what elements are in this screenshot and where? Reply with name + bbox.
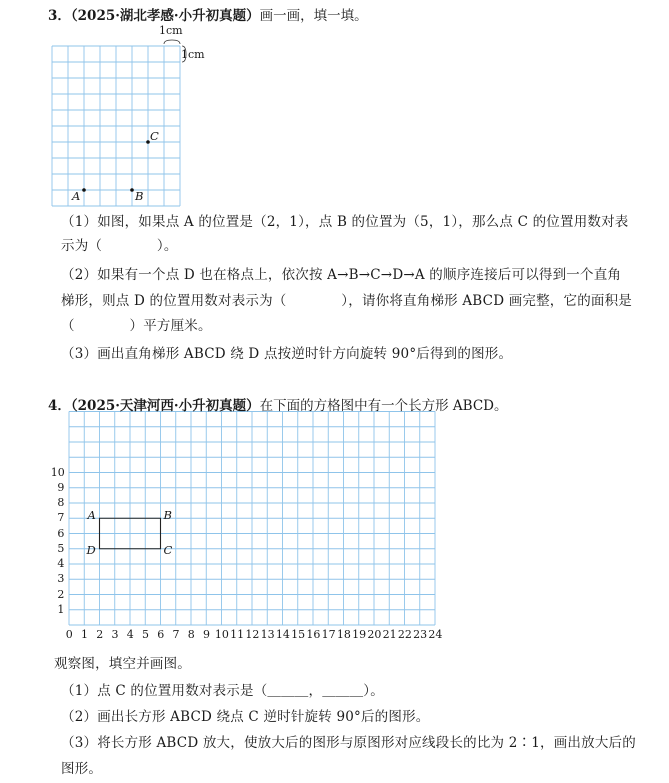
q4-source: （2025·天津河西·小升初真题） <box>70 398 260 414</box>
q4-x-tick: 19 <box>352 628 367 641</box>
q3-point-label-C: C <box>150 129 159 143</box>
q4-line-3: （2）画出长方形 ABCD 绕点 C 逆时针旋转 90°后的图形。 <box>61 709 430 725</box>
q3-line-3: （2）如果有一个点 D 也在格点上，依次按 A→B→C→D→A 的顺序连接后可以得到一个直角 <box>61 267 622 283</box>
q4-x-tick: 21 <box>382 628 397 641</box>
q4-x-tick: 10 <box>214 628 229 641</box>
q3-point-label-B: B <box>135 189 144 203</box>
q4-x-tick: 5 <box>141 628 149 641</box>
q4-y-tick: 6 <box>57 526 65 540</box>
q4-y-tick: 7 <box>57 511 65 525</box>
q3-unit-brace-top <box>164 40 180 44</box>
q4-line-4: （3）将长方形 ABCD 放大，使放大后的图形与原图形对应线段长的比为 2∶1，画出放大后的 <box>61 735 636 751</box>
q3-line-2: 示为（ ）。 <box>61 238 178 254</box>
q3-grid <box>52 40 186 206</box>
q4-y-tick: 8 <box>57 496 65 509</box>
q4-x-tick: 11 <box>230 628 245 641</box>
q4-x-tick: 18 <box>336 628 351 641</box>
q4-line-5: 图形。 <box>61 761 103 777</box>
q4-y-tick: 1 <box>57 602 65 616</box>
q4-x-tick: 2 <box>96 628 104 641</box>
q4-prompt: 在下面的方格图中有一个长方形 ABCD。 <box>259 398 508 414</box>
q3-line-5: （ ）平方厘米。 <box>61 318 212 334</box>
q4-y-tick: 10 <box>50 465 65 479</box>
q4-x-tick: 0 <box>65 628 73 641</box>
q4-x-tick: 4 <box>126 628 134 641</box>
q4-header <box>48 394 508 414</box>
q4-x-tick: 16 <box>306 628 321 641</box>
q4-x-tick: 3 <box>111 628 119 641</box>
q4-y-tick: 2 <box>57 587 65 601</box>
q4-number: 4． <box>48 398 71 414</box>
q3-point-B <box>130 188 134 192</box>
q4-x-tick: 23 <box>413 628 428 641</box>
q4-y-tick: 4 <box>57 557 65 570</box>
q3-line-4: 梯形，则点 D 的位置用数对表示为（ ），请你将直角梯形 ABCD 画完整，它的面积是 <box>61 293 633 309</box>
q4-x-tick: 9 <box>202 628 210 641</box>
q3-line-1: （1）如图，如果点 A 的位置是（2，1），点 B 的位置为（5，1），那么点 C 的位置用数对表 <box>61 214 629 230</box>
q4-y-tick: 3 <box>57 572 65 586</box>
q4-x-tick: 20 <box>367 628 382 641</box>
q4-x-tick: 13 <box>260 628 275 641</box>
q4-x-tick: 17 <box>321 628 336 641</box>
q3-unit-top: 1cm <box>159 24 183 37</box>
q3-point-A <box>82 188 86 192</box>
q4-x-tick: 12 <box>245 628 260 641</box>
q3-prompt: 画一画，填一填。 <box>259 8 368 24</box>
q3-number: 3． <box>48 8 71 24</box>
q4-vertex-label-B: B <box>163 508 172 523</box>
q3-point-label-A: A <box>72 189 81 203</box>
q4-y-tick: 5 <box>57 541 65 555</box>
q4-x-tick: 14 <box>275 628 290 641</box>
q3-line-6: （3）画出直角梯形 ABCD 绕 D 点按逆时针方向旋转 90°后得到的图形。 <box>61 346 513 362</box>
q4-vertex-label-D: D <box>86 542 96 557</box>
q4-x-tick: 24 <box>428 628 443 641</box>
q4-x-tick: 8 <box>187 628 195 641</box>
q4-x-tick: 6 <box>157 628 165 641</box>
q4-line-1: 观察图，填空并画图。 <box>54 656 191 672</box>
q3-source: （2025·湖北孝感·小升初真题） <box>70 8 260 24</box>
q4-line-2: （1）点 C 的位置用数对表示是（＿＿＿，＿＿＿）。 <box>61 683 384 699</box>
q3-unit-brace-side <box>182 46 186 62</box>
q4-vertex-label-A: A <box>87 508 96 523</box>
q4-x-tick: 1 <box>80 628 88 641</box>
q4-x-tick: 7 <box>172 628 180 641</box>
q4-y-tick: 9 <box>57 480 65 494</box>
q4-x-tick: 22 <box>397 628 412 641</box>
q4-vertex-label-C: C <box>163 542 173 557</box>
q4-x-tick: 15 <box>291 628 306 641</box>
q3-unit-side: 1cm <box>181 48 205 61</box>
